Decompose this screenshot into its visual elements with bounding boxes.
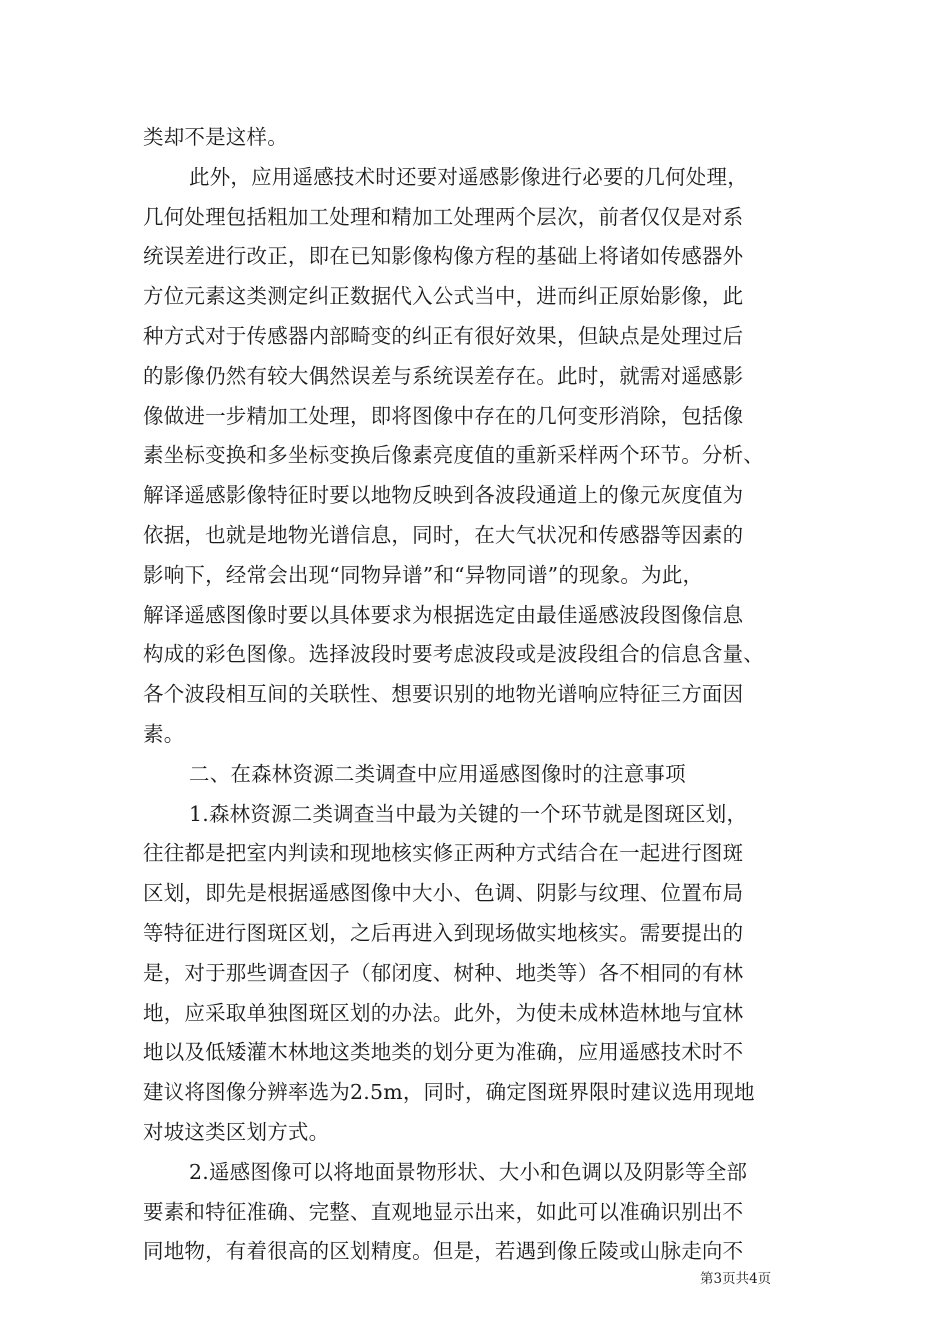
text-line: 同地物，有着很高的区划精度。但是，若遇到像丘陵或山脉走向不 bbox=[143, 1239, 744, 1264]
text-line: 往往都是把室内判读和现地核实修正两种方式结合在一起进行图斑 bbox=[143, 841, 744, 866]
text-line: 是，对于那些调查因子（郁闭度、树种、地类等）各不相同的有林 bbox=[143, 960, 744, 985]
text-line: 解译遥感影像特征时要以地物反映到各波段通道上的像元灰度值为 bbox=[143, 483, 744, 508]
text-line: 1.森林资源二类调查当中最为关键的一个环节就是图斑区划， bbox=[189, 801, 748, 826]
text-line: 2.遥感图像可以将地面景物形状、大小和色调以及阴影等全部 bbox=[189, 1159, 748, 1184]
text-line: 建议将图像分辨率选为2.5m，同时，确定图斑界限时建议选用现地 bbox=[143, 1080, 755, 1105]
text-line: 依据，也就是地物光谱信息，同时，在大气状况和传感器等因素的 bbox=[143, 522, 744, 547]
text-line: 统误差进行改正，即在已知影像构像方程的基础上将诸如传感器外 bbox=[143, 244, 744, 269]
page-number: 第3页共4页 bbox=[700, 1271, 772, 1287]
text-line: 各个波段相互间的关联性、想要识别的地物光谱响应特征三方面因 bbox=[143, 682, 744, 707]
text-line: 区划，即先是根据遥感图像中大小、色调、阴影与纹理、位置布局 bbox=[143, 881, 744, 906]
text-line: 像做进一步精加工处理，即将图像中存在的几何变形消除，包括像 bbox=[143, 403, 744, 428]
text-line: 几何处理包括粗加工处理和精加工处理两个层次，前者仅仅是对系 bbox=[143, 204, 744, 229]
text-line: 种方式对于传感器内部畸变的纠正有很好效果，但缺点是处理过后 bbox=[143, 323, 744, 348]
text-line: 等特征进行图斑区划，之后再进入到现场做实地核实。需要提出的 bbox=[143, 920, 744, 945]
text-line: 类却不是这样。 bbox=[143, 125, 288, 149]
text-line: 的影像仍然有较大偶然误差与系统误差存在。此时，就需对遥感影 bbox=[143, 363, 744, 388]
text-line: 要素和特征准确、完整、直观地显示出来，如此可以准确识别出不 bbox=[143, 1199, 744, 1224]
text-line: 构成的彩色图像。选择波段时要考虑波段或是波段组合的信息含量、 bbox=[143, 642, 764, 667]
text-line: 对坡这类区划方式。 bbox=[143, 1119, 330, 1144]
text-line: 地以及低矮灌木林地这类地类的划分更为准确，应用遥感技术时不 bbox=[143, 1040, 744, 1065]
text-line: 影响下，经常会出现“同物异谱”和“异物同谱”的现象。为此， bbox=[143, 562, 704, 587]
text-line: 二、在森林资源二类调查中应用遥感图像时的注意事项 bbox=[189, 761, 686, 786]
text-line: 解译遥感图像时要以具体要求为根据选定由最佳遥感波段图像信息 bbox=[143, 602, 744, 627]
text-line: 地，应采取单独图斑区划的办法。此外，为使未成林造林地与宜林 bbox=[143, 1000, 744, 1025]
body-text bbox=[143, 118, 815, 1272]
text-line: 方位元素这类测定纠正数据代入公式当中，进而纠正原始影像，此 bbox=[143, 284, 744, 309]
text-line: 素。 bbox=[143, 721, 185, 746]
text-line: 素坐标变换和多坐标变换后像素亮度值的重新采样两个环节。分析、 bbox=[143, 443, 764, 468]
text-line: 此外，应用遥感技术时还要对遥感影像进行必要的几何处理， bbox=[189, 164, 748, 189]
